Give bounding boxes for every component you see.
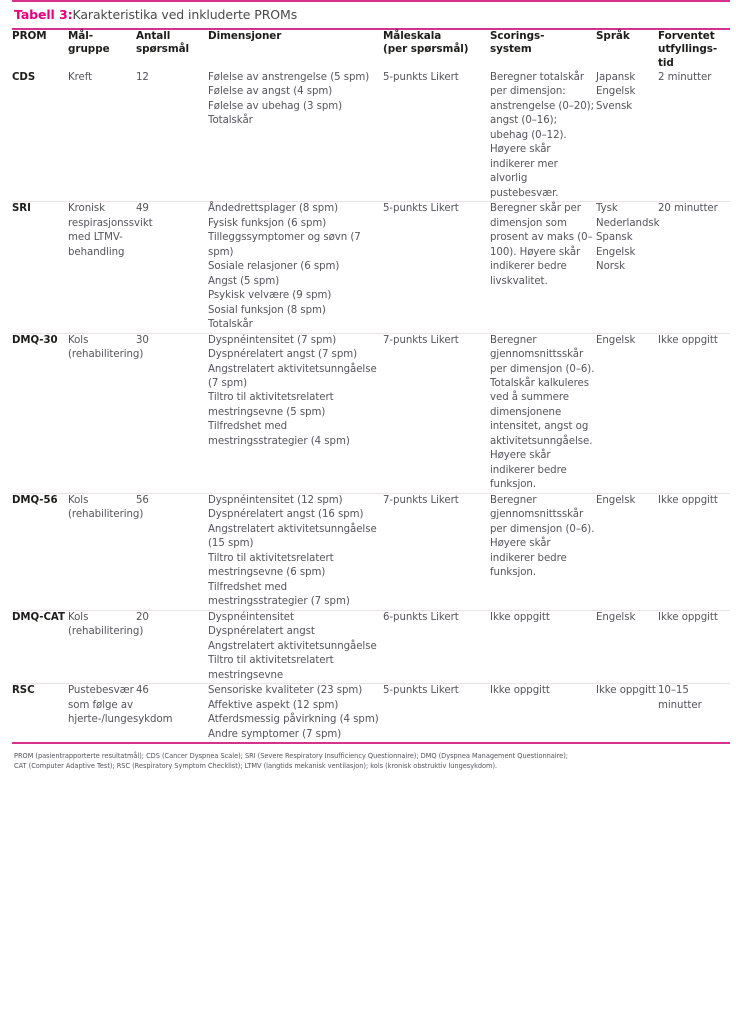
cell-prom-id: SRI — [12, 202, 68, 333]
cell-prom-id: DMQ-30 — [12, 333, 68, 493]
dimension-item: Dyspnéintensitet — [208, 611, 294, 623]
header-time-line3: tid — [658, 57, 674, 70]
footnote-line-1: PROM (pasientrapporterte resultatmål); CDS (Cancer Dyspnea Scale); SRI (Severe Respiratory Insufficiency Questionnaire); DMQ (Dyspnea Management Questionnaire); — [14, 752, 568, 761]
dimension-item: Dyspnérelatert angst — [208, 626, 315, 638]
column-header-scoring-system — [490, 30, 596, 71]
cell-languages — [596, 333, 658, 493]
header-count-line1: Antall — [136, 29, 171, 42]
dimension-item: Totalskår — [208, 319, 253, 331]
dimension-item: Sensoriske kvaliteter (23 spm) — [208, 685, 363, 697]
header-group-line1: Mål- — [68, 29, 94, 42]
language-item: Nederlandsk — [596, 217, 660, 229]
table-caption — [12, 2, 730, 28]
column-header-measurement-scale — [383, 30, 490, 71]
table-row — [12, 333, 730, 493]
dimension-item: Dyspnérelatert angst (7 spm) — [208, 349, 358, 361]
table-row — [12, 71, 730, 202]
cell-prom-id: DMQ-56 — [12, 493, 68, 610]
cell-measurement-scale: 7-punkts Likert — [383, 493, 490, 610]
prom-characteristics-table — [12, 30, 730, 742]
cell-scoring-system: Beregner gjennomsnittsskår per dimensjon (0–6). Totalskår kalkuleres ved å summere dimensjonene intensitet, angst og aktivitetsunngåelse. Høyere skår indikerer bedre funksjon. — [490, 333, 596, 493]
header-time-line1: Forventet — [658, 29, 715, 42]
header-scale-line1: Måleskala — [383, 29, 442, 42]
dimension-item: Følelse av ubehag (3 spm) — [208, 100, 343, 112]
table-row — [12, 684, 730, 742]
dimension-item: Tilleggssymptomer og søvn (7 spm) — [208, 232, 361, 258]
cell-dimensions — [208, 493, 383, 610]
header-count-line2: spørsmål — [136, 43, 190, 56]
cell-languages — [596, 610, 658, 683]
dimension-item: Sosiale relasjoner (6 spm) — [208, 261, 340, 273]
column-header-question-count — [136, 30, 208, 71]
cell-question-count: 49 — [136, 202, 208, 333]
cell-prom-id: CDS — [12, 71, 36, 83]
cell-measurement-scale: 5-punkts Likert — [383, 202, 490, 333]
cell-completion-time: Ikke oppgitt — [658, 333, 730, 493]
dimension-item: Åndedrettsplager (8 spm) — [208, 203, 339, 215]
header-lang-line1: Språk — [596, 29, 630, 42]
language-item: Tysk — [596, 203, 618, 215]
language-item: Engelsk — [596, 246, 636, 258]
header-scale-line2: (per spørsmål) — [383, 43, 469, 56]
cell-scoring-system: Ikke oppgitt — [490, 610, 596, 683]
dimension-item: Tiltro til aktivitetsrelatert mestringsevne (6 spm) — [208, 552, 334, 579]
language-item: Japansk — [596, 71, 636, 83]
dimension-item: Dyspnérelatert angst (16 spm) — [208, 509, 364, 521]
dimension-item: Affektive aspekt (12 spm) — [208, 699, 339, 711]
language-item: Engelsk — [596, 494, 636, 506]
cell-prom-id: DMQ-CAT — [12, 610, 68, 683]
header-dims-line1: Dimensjoner — [208, 29, 282, 42]
language-item: Engelsk — [596, 86, 636, 98]
cell-languages — [596, 202, 658, 333]
dimension-item: Fysisk funksjon (6 spm) — [208, 217, 327, 229]
cell-target-group: Kols (rehabilitering) — [68, 493, 136, 610]
dimension-item: Sosial funksjon (8 spm) — [208, 304, 326, 316]
table-header — [12, 30, 730, 71]
header-scoring-line1: Scorings- — [490, 29, 545, 42]
cell-completion-time: Ikke oppgitt — [658, 493, 730, 610]
table-body — [12, 71, 730, 742]
dimension-item: Angstrelatert aktivitetsunngåelse (15 spm) — [208, 523, 377, 550]
column-header-completion-time — [658, 30, 730, 71]
cell-completion-time: 2 minutter — [658, 71, 712, 83]
header-scoring-line2: system — [490, 43, 532, 56]
dimension-item: Angstrelatert aktivitetsunngåelse (7 spm) — [208, 363, 377, 389]
cell-dimensions — [208, 71, 383, 202]
cell-languages — [596, 71, 658, 202]
cell-scoring-system: Beregner totalskår per dimensjon: anstrengelse (0–20); angst (0–16); ubehag (0–12). Høyere skår indikerer mer alvorlig pustebesvær. — [490, 71, 594, 199]
cell-dimensions — [208, 333, 383, 493]
cell-question-count: 20 — [136, 610, 208, 683]
header-time-line2: utfyllings- — [658, 43, 718, 56]
dimension-item: Andre symptomer (7 spm) — [208, 728, 342, 740]
caption-label: Tabell 3: — [14, 7, 73, 22]
dimension-item: Tilfredshet med mestringsstrategier (4 spm) — [208, 421, 350, 447]
dimension-item: Følelse av anstrengelse (5 spm) — [208, 71, 370, 83]
cell-completion-time: 20 minutter — [658, 202, 730, 333]
language-item: Norsk — [596, 261, 625, 273]
cell-question-count: 46 — [136, 684, 208, 742]
column-header-dimensions — [208, 30, 383, 71]
cell-target-group: Kols (rehabilitering) — [68, 333, 136, 493]
table-row — [12, 202, 730, 333]
dimension-item: Tilfredshet med mestringsstrategier (7 spm) — [208, 581, 350, 608]
dimension-item: Totalskår — [208, 115, 253, 127]
dimension-item: Dyspnéintensitet (7 spm) — [208, 334, 337, 346]
cell-target-group: Pustebesvær som følge av hjerte-/lungesykdom — [68, 684, 136, 742]
column-header-prom — [12, 30, 68, 71]
language-item: Ikke oppgitt — [596, 685, 656, 697]
language-item: Svensk — [596, 100, 633, 112]
cell-languages — [596, 493, 658, 610]
table-footnote — [12, 744, 730, 771]
dimension-item: Følelse av angst (4 spm) — [208, 86, 333, 98]
header-group-line2: gruppe — [68, 43, 110, 56]
cell-measurement-scale: 6-punkts Likert — [383, 610, 490, 683]
dimension-item: Tiltro til aktivitetsrelatert mestringsevne (5 spm) — [208, 392, 334, 418]
cell-question-count: 12 — [136, 71, 149, 83]
cell-question-count: 56 — [136, 493, 208, 610]
column-header-target-group — [68, 30, 136, 71]
table-row — [12, 493, 730, 610]
cell-scoring-system: Beregner gjennomsnittsskår per dimensjon (0–6). Høyere skår indikerer bedre funksjon. — [490, 493, 596, 610]
footnote-line-2: CAT (Computer Adaptive Test); RSC (Respiratory Symptom Checklist); LTMV (langtids mekanisk ventilasjon); kols (kronisk obstruktiv lungesykdom). — [14, 762, 498, 771]
cell-completion-time: 10–15 minutter — [658, 684, 730, 742]
dimension-item: Angstrelatert aktivitetsunngåelse — [208, 640, 377, 652]
cell-languages — [596, 684, 658, 742]
dimension-item: Atferdsmessig påvirkning (4 spm) — [208, 714, 379, 726]
cell-dimensions — [208, 202, 383, 333]
cell-measurement-scale: 5-punkts Likert — [383, 684, 490, 742]
dimension-item: Angst (5 spm) — [208, 275, 280, 287]
cell-dimensions — [208, 610, 383, 683]
cell-question-count: 30 — [136, 333, 208, 493]
table-row — [12, 610, 730, 683]
header-row — [12, 30, 730, 71]
dimension-item: Psykisk velvære (9 spm) — [208, 290, 332, 302]
cell-dimensions — [208, 684, 383, 742]
language-item: Spansk — [596, 232, 633, 244]
cell-measurement-scale: 5-punkts Likert — [383, 71, 459, 83]
dimension-item: Dyspnéintensitet (12 spm) — [208, 494, 343, 506]
caption-text: Karakteristika ved inkluderte PROMs — [72, 7, 298, 22]
cell-target-group: Kreft — [68, 71, 93, 83]
dimension-item: Tiltro til aktivitetsrelatert mestringsevne — [208, 655, 334, 681]
cell-scoring-system: Beregner skår per dimensjon som prosent av maks (0–100). Høyere skår indikerer bedre livskvalitet. — [490, 202, 596, 333]
cell-measurement-scale: 7-punkts Likert — [383, 333, 490, 493]
cell-completion-time: Ikke oppgitt — [658, 610, 730, 683]
language-item: Engelsk — [596, 334, 636, 346]
cell-target-group: Kronisk respirasjonssvikt med LTMV-behandling — [68, 202, 136, 333]
cell-prom-id: RSC — [12, 684, 68, 742]
header-prom-line1: PROM — [12, 29, 47, 42]
language-item: Engelsk — [596, 611, 636, 623]
cell-scoring-system: Ikke oppgitt — [490, 684, 596, 742]
cell-target-group: Kols (rehabilitering) — [68, 610, 136, 683]
column-header-language — [596, 30, 658, 71]
